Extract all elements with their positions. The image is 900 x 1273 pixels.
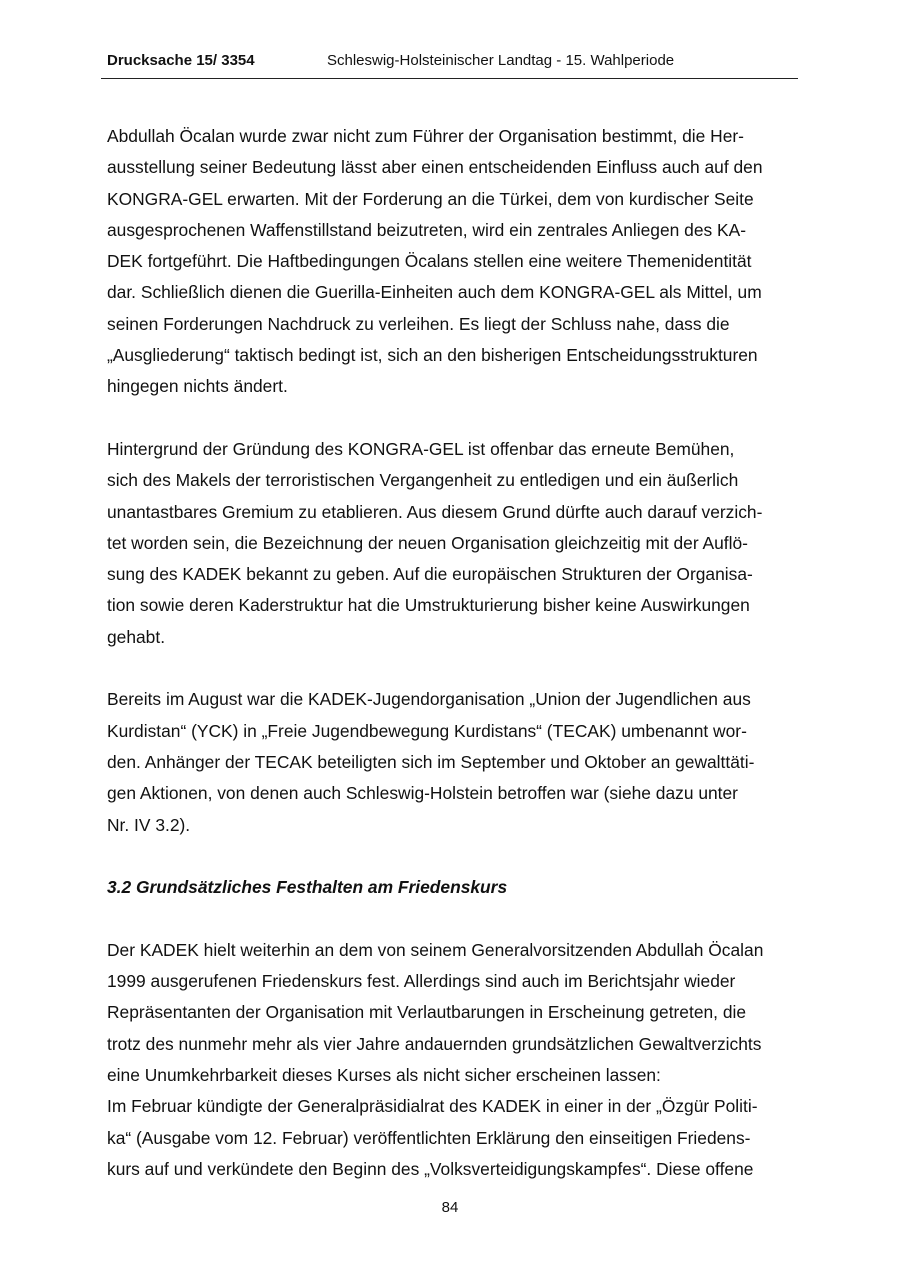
paragraph-spacer [107,653,797,684]
text-line: seinen Forderungen Nachdruck zu verleihen. Es liegt der Schluss nahe, dass die [107,313,730,334]
document-body [107,121,797,1185]
paragraph-1 [107,121,797,403]
paragraph-spacer [107,403,797,434]
text-line: hingegen nichts ändert. [107,376,288,397]
paragraph-2 [107,434,797,653]
text-line: sich des Makels der terroristischen Vergangenheit zu entledigen und ein äußerlich [107,470,739,491]
text-line: kurs auf und verkündete den Beginn des „Volksverteidigungskampfes“. Diese offene [107,1158,754,1179]
text-line: trotz des nunmehr mehr als vier Jahre andauernden grundsätzlichen Gewaltverzichts [107,1033,762,1054]
text-line: Repräsentanten der Organisation mit Verlautbarungen in Erscheinung getreten, die [107,1002,747,1023]
text-line: Der KADEK hielt weiterhin an dem von seinem Generalvorsitzenden Abdullah Öcalan [107,939,764,960]
text-line: unantastbares Gremium zu etablieren. Aus diesem Grund dürfte auch darauf verzich- [107,501,763,522]
text-line: sung des KADEK bekannt zu geben. Auf die europäischen Strukturen der Organisa- [107,564,753,585]
paragraph-3 [107,684,797,840]
document-number: Drucksache 15/ 3354 [107,52,255,69]
text-line: gehabt. [107,626,166,647]
text-line: tet worden sein, die Bezeichnung der neuen Organisation gleichzeitig mit der Auflö- [107,532,748,553]
text-line: den. Anhänger der TECAK beteiligten sich im September und Oktober an gewalttäti- [107,751,755,772]
text-line: 1999 ausgerufenen Friedenskurs fest. Allerdings sind auch im Berichtsjahr wieder [107,971,736,992]
text-line: Im Februar kündigte der Generalpräsidialrat des KADEK in einer in der „Özgür Politi- [107,1096,758,1117]
paragraph-4 [107,935,797,1185]
paragraph-spacer [107,903,797,934]
text-line: ausgesprochenen Waffenstillstand beizutreten, wird ein zentrales Anliegen des KA- [107,219,747,240]
text-line: tion sowie deren Kaderstruktur hat die Umstrukturierung bisher keine Auswirkungen [107,595,750,616]
text-line: Bereits im August war die KADEK-Jugendorganisation „Union der Jugendlichen aus [107,689,751,710]
text-line: ausstellung seiner Bedeutung lässt aber einen entscheidenden Einfluss auch auf den [107,157,763,178]
text-line: DEK fortgeführt. Die Haftbedingungen Öcalans stellen eine weitere Themenidentität [107,251,752,272]
paragraph-spacer [107,841,797,872]
text-line: KONGRA-GEL erwarten. Mit der Forderung an die Türkei, dem von kurdischer Seite [107,188,754,209]
text-line: Abdullah Öcalan wurde zwar nicht zum Führer der Organisation bestimmt, die Her- [107,126,744,146]
page-number: 84 [441,1199,459,1216]
text-line: „Ausgliederung“ taktisch bedingt ist, sich an den bisherigen Entscheidungsstrukturen [107,345,758,366]
text-line: Hintergrund der Gründung des KONGRA-GEL ist offenbar das erneute Bemühen, [107,438,735,459]
header-title: Schleswig-Holsteinischer Landtag - 15. Wahlperiode [327,52,675,69]
text-line: Nr. IV 3.2). [107,814,191,835]
section-heading: 3.2 Grundsätzliches Festhalten am Friedenskurs [107,877,508,898]
page-header [101,52,798,79]
text-line: gen Aktionen, von denen auch Schleswig-Holstein betroffen war (siehe dazu unter [107,783,738,804]
text-line: Kurdistan“ (YCK) in „Freie Jugendbewegung Kurdistans“ (TECAK) umbenannt wor- [107,720,747,741]
text-line: eine Unumkehrbarkeit dieses Kurses als nicht sicher erscheinen lassen: [107,1064,661,1085]
text-line: dar. Schließlich dienen die Guerilla-Einheiten auch dem KONGRA-GEL als Mittel, um [107,282,762,303]
text-line: ka“ (Ausgabe vom 12. Februar) veröffentlichten Erklärung den einseitigen Friedens- [107,1127,751,1148]
